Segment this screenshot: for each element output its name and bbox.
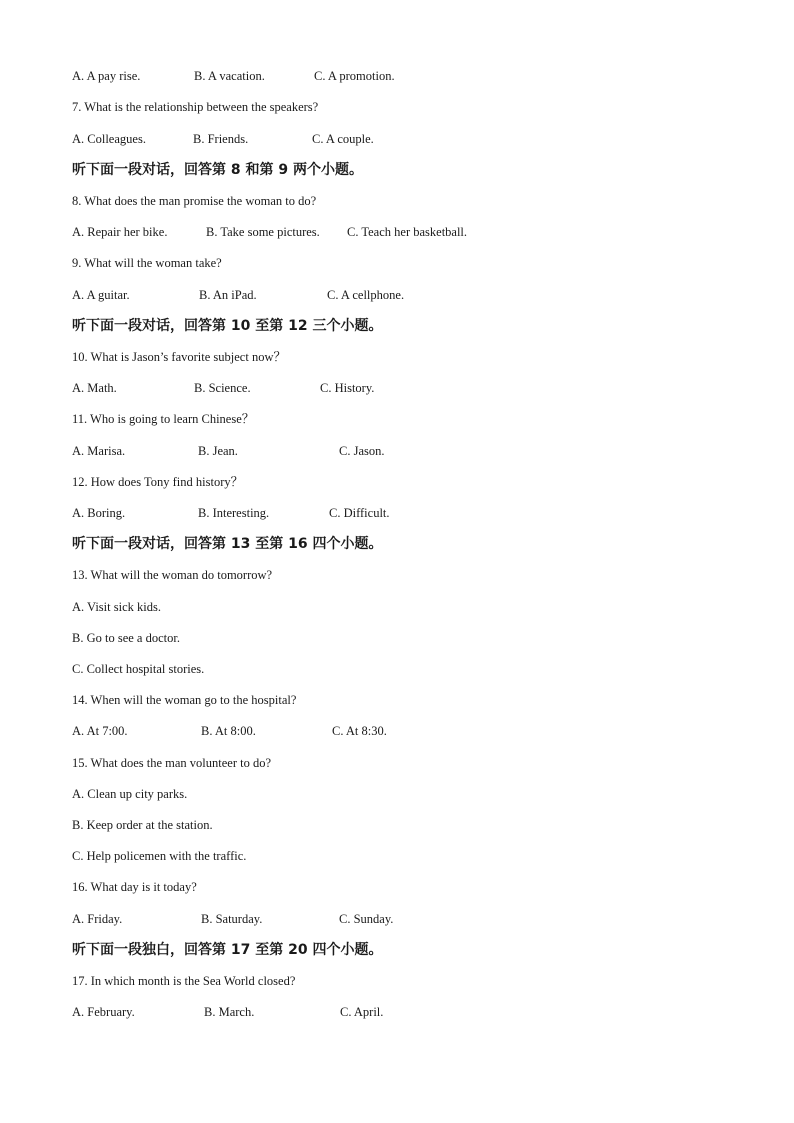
q16-option-a: A. Friday. (72, 912, 123, 926)
q11-option-a: A. Marisa. (72, 444, 126, 458)
q6-option-b: B. A vacation. (194, 69, 265, 83)
q15-option-b: B. Keep order at the station. (72, 818, 213, 832)
q8-option-c: C. Teach her basketball. (347, 225, 468, 239)
q17-question: 17. In which month is the Sea World closed? (72, 974, 296, 988)
q16-option-b: B. Saturday. (201, 912, 263, 926)
section-heading-17-20: 听下面一段独白，回答第 17 至第 20 四个小题。 (72, 942, 383, 958)
q9-option-a: A. A guitar. (72, 288, 130, 302)
q10-question: 10. What is Jason’s favorite subject now？ (72, 350, 286, 364)
q17-option-c: C. April. (340, 1005, 384, 1019)
q8-question: 8. What does the man promise the woman to do? (72, 194, 317, 208)
q8-option-b: B. Take some pictures. (206, 225, 320, 239)
section-heading-13-16: 听下面一段对话，回答第 13 至第 16 四个小题。 (72, 536, 383, 552)
q10-option-a: A. Math. (72, 381, 117, 395)
q12-option-b: B. Interesting. (198, 506, 270, 520)
q9-option-c: C. A cellphone. (327, 288, 405, 302)
q15-option-a: A. Clean up city parks. (72, 787, 188, 801)
q17-option-b: B. March. (204, 1005, 255, 1019)
q16-option-c: C. Sunday. (339, 912, 394, 926)
q7-question: 7. What is the relationship between the speakers? (72, 100, 319, 114)
q15-question: 15. What does the man volunteer to do? (72, 756, 272, 770)
q7-option-b: B. Friends. (193, 132, 249, 146)
q14-option-c: C. At 8:30. (332, 724, 387, 738)
q14-option-b: B. At 8:00. (201, 724, 256, 738)
q12-option-a: A. Boring. (72, 506, 126, 520)
q10-option-b: B. Science. (194, 381, 251, 395)
q9-option-b: B. An iPad. (199, 288, 257, 302)
q15-option-c: C. Help policemen with the traffic. (72, 849, 247, 863)
q11-option-c: C. Jason. (339, 444, 385, 458)
q14-option-a: A. At 7:00. (72, 724, 128, 738)
q13-option-b: B. Go to see a doctor. (72, 631, 180, 645)
q17-option-a: A. February. (72, 1005, 135, 1019)
q7-option-a: A. Colleagues. (72, 132, 146, 146)
q16-question: 16. What day is it today? (72, 880, 197, 894)
q7-option-c: C. A couple. (312, 132, 374, 146)
q9-question: 9. What will the woman take? (72, 256, 222, 270)
q10-option-c: C. History. (320, 381, 375, 395)
section-heading-10-12: 听下面一段对话，回答第 10 至第 12 三个小题。 (72, 318, 383, 334)
q13-option-c: C. Collect hospital stories. (72, 662, 205, 676)
q8-option-a: A. Repair her bike. (72, 225, 168, 239)
q14-question: 14. When will the woman go to the hospital? (72, 693, 297, 707)
q13-option-a: A. Visit sick kids. (72, 600, 161, 614)
q11-question: 11. Who is going to learn Chinese？ (72, 412, 255, 426)
q6-option-a: A. A pay rise. (72, 69, 141, 83)
q12-question: 12. How does Tony find history？ (72, 475, 244, 489)
section-heading-8-9: 听下面一段对话，回答第 8 和第 9 两个小题。 (72, 162, 363, 178)
q12-option-c: C. Difficult. (329, 506, 390, 520)
q11-option-b: B. Jean. (198, 444, 238, 458)
q13-question: 13. What will the woman do tomorrow? (72, 568, 273, 582)
q6-option-c: C. A promotion. (314, 69, 395, 83)
